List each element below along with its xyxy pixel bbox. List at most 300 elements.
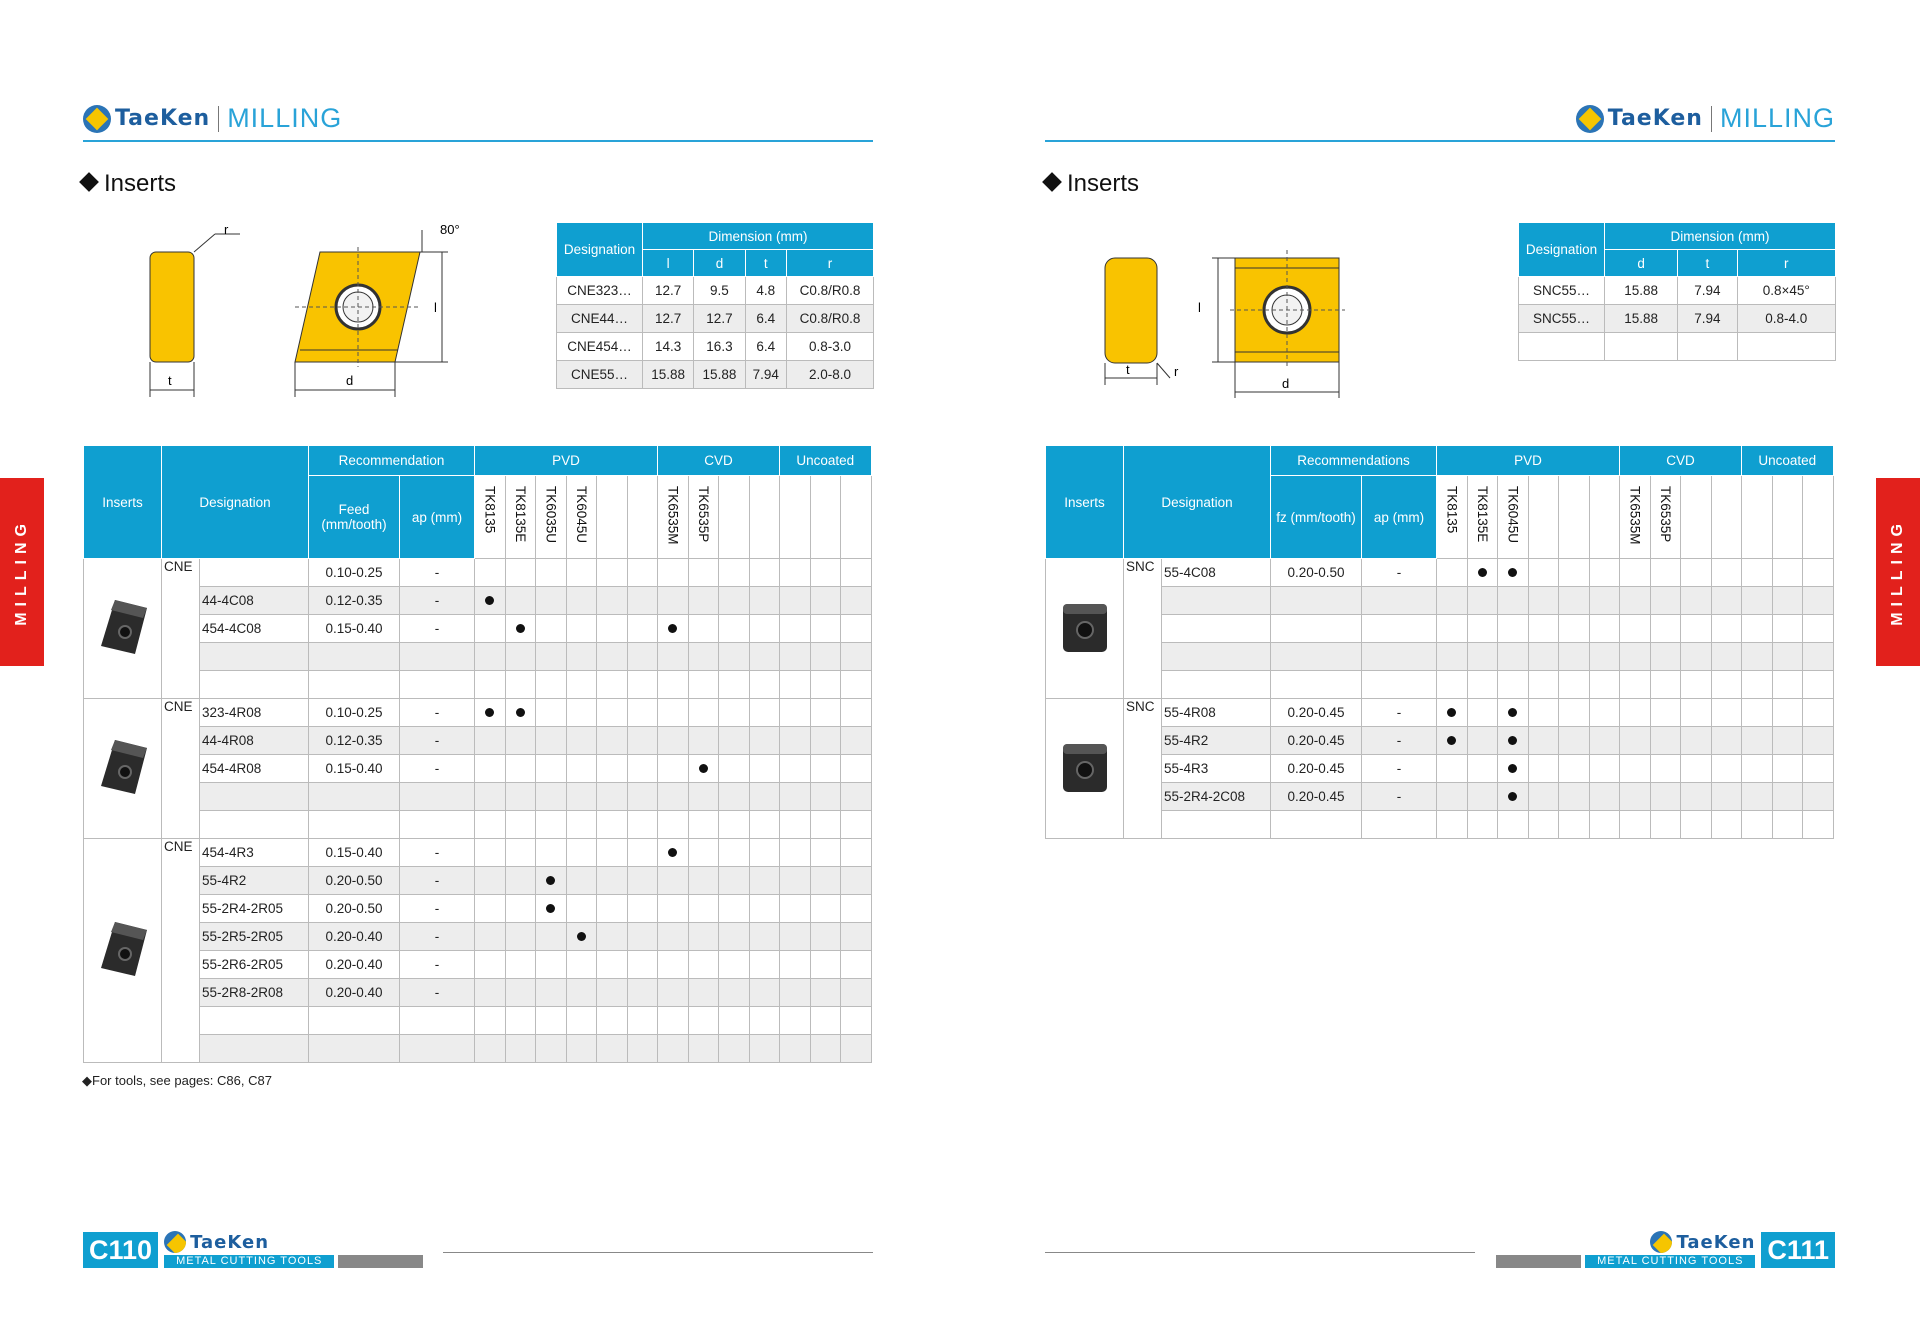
ap-value: - xyxy=(400,615,475,643)
grade-cell xyxy=(719,839,750,867)
dim-cell: 15.88 xyxy=(643,361,694,389)
footer xyxy=(83,1232,423,1268)
grade-cell xyxy=(780,727,811,755)
grade-cell xyxy=(719,867,750,895)
grade-cell xyxy=(688,755,719,783)
insert-photo-icon xyxy=(1057,734,1113,800)
grade-cell xyxy=(688,895,719,923)
grade-cell xyxy=(810,811,841,839)
grade-cell xyxy=(719,951,750,979)
grade-cell xyxy=(841,1007,872,1035)
grade-cell xyxy=(688,671,719,699)
ap-value xyxy=(400,671,475,699)
grade-cell xyxy=(1437,671,1468,699)
grade-cell xyxy=(1803,783,1834,811)
grade-cell xyxy=(688,1035,719,1063)
grade-cell xyxy=(1650,643,1681,671)
grade-cell xyxy=(1620,699,1651,727)
grade-cell xyxy=(1528,755,1559,783)
dim-cell xyxy=(1678,333,1737,361)
grade-cell xyxy=(627,643,658,671)
grade-cell xyxy=(627,811,658,839)
grade-cell xyxy=(627,1035,658,1063)
ap-value: - xyxy=(400,755,475,783)
cvd-header: CVD xyxy=(658,446,780,476)
grade-cell xyxy=(780,699,811,727)
table-row xyxy=(1046,643,1834,671)
grade-cell xyxy=(1681,671,1712,699)
grade-cell xyxy=(475,559,506,587)
grade-cell xyxy=(1498,727,1529,755)
grade-cell xyxy=(536,811,567,839)
grade-cell xyxy=(505,643,536,671)
grade-cell xyxy=(1681,587,1712,615)
grade-header xyxy=(749,476,780,559)
grade-cell xyxy=(1467,559,1498,587)
grade-cell xyxy=(597,839,628,867)
brand-logo-icon xyxy=(164,1231,186,1253)
feed-value: 0.20-0.40 xyxy=(309,951,400,979)
grade-cell xyxy=(1620,615,1651,643)
grade-cell xyxy=(1559,615,1590,643)
grade-cell xyxy=(1437,699,1468,727)
ap-value: - xyxy=(400,559,475,587)
page-number: C110 xyxy=(83,1232,158,1268)
grade-cell xyxy=(536,1035,567,1063)
grade-cell xyxy=(1589,615,1620,643)
ap-value: - xyxy=(400,727,475,755)
grade-cell xyxy=(780,1035,811,1063)
grade-cell xyxy=(658,643,689,671)
feed-value: 0.20-0.40 xyxy=(309,923,400,951)
grade-cell xyxy=(688,559,719,587)
grade-cell xyxy=(658,699,689,727)
diagram-t-label: t xyxy=(1126,362,1130,377)
insert-image xyxy=(84,559,162,699)
table-row xyxy=(84,783,872,811)
grade-cell xyxy=(780,895,811,923)
feed-value: 0.10-0.25 xyxy=(309,699,400,727)
dim-cell xyxy=(1605,333,1678,361)
diagram-d-label: d xyxy=(346,373,354,388)
recommended-dot-icon xyxy=(1447,736,1456,745)
dim-cell: 7.94 xyxy=(745,361,786,389)
page-header xyxy=(1045,100,1835,142)
grade-cell xyxy=(1589,559,1620,587)
feed-value: 0.15-0.40 xyxy=(309,755,400,783)
grade-cell xyxy=(841,671,872,699)
grade-cell xyxy=(841,699,872,727)
ap-value xyxy=(400,1035,475,1063)
dim-cell: 15.88 xyxy=(694,361,745,389)
grade-cell xyxy=(1528,727,1559,755)
grade-cell xyxy=(475,811,506,839)
recommendation-header: Recommendation xyxy=(309,446,475,476)
grade-cell xyxy=(597,671,628,699)
grade-cell xyxy=(658,671,689,699)
grade-cell xyxy=(475,587,506,615)
grade-cell xyxy=(475,979,506,1007)
ap-header: ap (mm) xyxy=(400,476,475,559)
grade-cell xyxy=(1742,811,1773,839)
grade-cell xyxy=(566,755,597,783)
grade-cell xyxy=(719,559,750,587)
grade-cell xyxy=(719,727,750,755)
table-row xyxy=(84,895,872,923)
designation-prefix: CNE xyxy=(162,559,200,699)
grade-cell xyxy=(597,923,628,951)
dim-cell: 4.8 xyxy=(745,277,786,305)
grade-cell xyxy=(1559,559,1590,587)
dim-cell: 12.7 xyxy=(694,305,745,333)
section-title: Inserts xyxy=(1045,170,1139,198)
designation-code: 55-2R4-2R05 xyxy=(200,895,309,923)
feed-value: 0.20-0.50 xyxy=(1271,559,1362,587)
grade-header: TK6535M xyxy=(658,476,689,559)
ap-value xyxy=(1362,671,1437,699)
recommended-dot-icon xyxy=(1508,792,1517,801)
grade-cell xyxy=(688,923,719,951)
grade-cell xyxy=(505,979,536,1007)
grade-cell xyxy=(1559,783,1590,811)
grade-cell xyxy=(627,615,658,643)
grade-cell xyxy=(780,783,811,811)
dim-col-header: t xyxy=(745,250,786,277)
designation-code: 454-4R3 xyxy=(200,839,309,867)
grade-cell xyxy=(566,951,597,979)
right-page xyxy=(960,0,1920,1336)
table-row xyxy=(1046,755,1834,783)
grade-cell xyxy=(627,979,658,1007)
grade-cell xyxy=(1620,811,1651,839)
grade-cell xyxy=(1589,587,1620,615)
grade-cell xyxy=(658,727,689,755)
grade-header: TK8135E xyxy=(1467,476,1498,559)
grade-cell xyxy=(810,1035,841,1063)
grade-cell xyxy=(1742,727,1773,755)
recommended-dot-icon xyxy=(668,624,677,633)
grade-cell xyxy=(1528,783,1559,811)
grade-cell xyxy=(841,895,872,923)
diagram-l-label: l xyxy=(434,300,437,315)
dim-dimension-header: Dimension (mm) xyxy=(643,223,874,250)
designation-prefix: SNC xyxy=(1124,559,1162,699)
designation-code xyxy=(200,811,309,839)
grade-cell xyxy=(841,559,872,587)
grade-cell xyxy=(1437,587,1468,615)
grade-cell xyxy=(1711,615,1742,643)
grade-cell xyxy=(1437,755,1468,783)
designation-code xyxy=(1162,643,1271,671)
designation-code: 323-4R08 xyxy=(200,699,309,727)
dim-cell: 14.3 xyxy=(643,333,694,361)
insert-photo-icon xyxy=(93,592,153,662)
ap-value xyxy=(400,1007,475,1035)
dim-col-header: r xyxy=(1737,250,1836,277)
grade-cell xyxy=(1650,755,1681,783)
table-row xyxy=(1046,699,1834,727)
designation-code: 55-4C08 xyxy=(1162,559,1271,587)
dim-col-header: l xyxy=(643,250,694,277)
grade-cell xyxy=(505,839,536,867)
grade-cell xyxy=(749,643,780,671)
grade-cell xyxy=(749,587,780,615)
grade-cell xyxy=(1437,811,1468,839)
grade-cell xyxy=(1498,615,1529,643)
grade-cell xyxy=(1711,727,1742,755)
dim-cell xyxy=(1737,333,1836,361)
dim-cell: SNC55… xyxy=(1519,277,1605,305)
grade-cell xyxy=(810,559,841,587)
grade-cell xyxy=(658,559,689,587)
grade-cell xyxy=(1620,559,1651,587)
grade-header: TK6045U xyxy=(1498,476,1529,559)
grade-cell xyxy=(566,923,597,951)
grade-cell xyxy=(475,727,506,755)
grade-cell xyxy=(536,755,567,783)
designation-code xyxy=(200,1035,309,1063)
grade-cell xyxy=(1772,699,1803,727)
grade-cell xyxy=(780,671,811,699)
grade-cell xyxy=(475,783,506,811)
grade-cell xyxy=(505,587,536,615)
grade-cell xyxy=(810,615,841,643)
grade-cell xyxy=(658,923,689,951)
feed-value: 0.12-0.35 xyxy=(309,727,400,755)
grade-cell xyxy=(536,895,567,923)
grade-cell xyxy=(719,643,750,671)
grade-header: TK6535P xyxy=(688,476,719,559)
grade-cell xyxy=(810,839,841,867)
grade-cell xyxy=(810,783,841,811)
grade-cell xyxy=(1589,699,1620,727)
grade-cell xyxy=(475,923,506,951)
grade-cell xyxy=(688,951,719,979)
designation-prefix: CNE xyxy=(162,699,200,839)
designation-code: 55-4R2 xyxy=(1162,727,1271,755)
grade-cell xyxy=(597,811,628,839)
grade-cell xyxy=(749,923,780,951)
grade-cell xyxy=(1803,671,1834,699)
grade-header: TK8135 xyxy=(475,476,506,559)
grade-cell xyxy=(688,699,719,727)
grade-cell xyxy=(1650,783,1681,811)
pvd-header: PVD xyxy=(1437,446,1620,476)
recommended-dot-icon xyxy=(1478,568,1487,577)
grade-header: TK8135E xyxy=(505,476,536,559)
grade-cell xyxy=(780,755,811,783)
grade-cell xyxy=(1589,755,1620,783)
table-row xyxy=(84,755,872,783)
feed-value xyxy=(1271,615,1362,643)
grade-cell xyxy=(627,727,658,755)
grade-cell xyxy=(536,615,567,643)
grade-cell xyxy=(597,867,628,895)
header-title: MILLING xyxy=(1719,103,1835,133)
grade-cell xyxy=(475,615,506,643)
grade-cell xyxy=(566,1007,597,1035)
grade-cell xyxy=(1711,587,1742,615)
grade-cell xyxy=(841,839,872,867)
grade-cell xyxy=(536,923,567,951)
table-row xyxy=(84,643,872,671)
side-tab: MILLING xyxy=(0,478,44,666)
ap-value: - xyxy=(1362,559,1437,587)
grade-cell xyxy=(597,615,628,643)
feed-value xyxy=(309,1007,400,1035)
grade-cell xyxy=(1498,699,1529,727)
grade-cell xyxy=(841,951,872,979)
grade-cell xyxy=(566,727,597,755)
grade-cell xyxy=(1498,811,1529,839)
insert-diagram xyxy=(1090,250,1380,400)
grade-cell xyxy=(627,755,658,783)
grade-header xyxy=(1681,476,1712,559)
grade-cell xyxy=(1681,699,1712,727)
grade-cell xyxy=(1681,811,1712,839)
designation-code xyxy=(1162,587,1271,615)
grade-cell xyxy=(1772,755,1803,783)
designation-code xyxy=(200,1007,309,1035)
grade-cell xyxy=(841,979,872,1007)
grade-cell xyxy=(536,867,567,895)
grade-cell xyxy=(475,671,506,699)
grade-cell xyxy=(1589,811,1620,839)
grade-cell xyxy=(658,1035,689,1063)
dim-cell: 6.4 xyxy=(745,305,786,333)
dim-dimension-header: Dimension (mm) xyxy=(1605,223,1836,250)
grade-cell xyxy=(536,951,567,979)
grade-cell xyxy=(780,1007,811,1035)
feed-value: 0.20-0.50 xyxy=(309,867,400,895)
grade-cell xyxy=(505,755,536,783)
designation-code: 44-4R08 xyxy=(200,727,309,755)
grade-cell xyxy=(1650,587,1681,615)
table-row xyxy=(84,671,872,699)
dim-cell: 7.94 xyxy=(1678,305,1737,333)
diagram-r-label: r xyxy=(1174,364,1179,379)
feed-value xyxy=(309,811,400,839)
grade-cell xyxy=(688,643,719,671)
grade-cell xyxy=(566,867,597,895)
grade-cell xyxy=(1498,559,1529,587)
grade-header xyxy=(1528,476,1559,559)
recommended-dot-icon xyxy=(546,876,555,885)
grade-cell xyxy=(1803,615,1834,643)
grade-cell xyxy=(505,895,536,923)
grade-cell xyxy=(1681,559,1712,587)
dimension-table xyxy=(1518,222,1836,361)
grade-cell xyxy=(1650,671,1681,699)
recommended-dot-icon xyxy=(485,596,494,605)
grade-cell xyxy=(597,643,628,671)
grade-cell xyxy=(536,643,567,671)
grade-cell xyxy=(1498,671,1529,699)
recommendation-header: Recommendations xyxy=(1271,446,1437,476)
grade-cell xyxy=(1742,615,1773,643)
table-row xyxy=(84,951,872,979)
grade-cell xyxy=(1559,587,1590,615)
grade-cell xyxy=(566,615,597,643)
grade-cell xyxy=(627,1007,658,1035)
table-row xyxy=(1519,333,1836,361)
grade-cell xyxy=(1772,671,1803,699)
insert-photo-icon xyxy=(93,914,153,984)
grade-cell xyxy=(719,755,750,783)
grade-cell xyxy=(810,755,841,783)
grade-cell xyxy=(719,783,750,811)
ap-value: - xyxy=(1362,727,1437,755)
grade-cell xyxy=(597,559,628,587)
dim-cell: C0.8/R0.8 xyxy=(786,277,873,305)
inserts-header: Inserts xyxy=(84,446,162,559)
grade-cell xyxy=(688,1007,719,1035)
grade-cell xyxy=(505,559,536,587)
header-logo xyxy=(1576,103,1835,134)
insert-photo-icon xyxy=(93,732,153,802)
ap-value: - xyxy=(400,923,475,951)
grade-cell xyxy=(810,643,841,671)
dim-cell: CNE323… xyxy=(557,277,643,305)
grade-cell xyxy=(1467,643,1498,671)
feed-value xyxy=(1271,811,1362,839)
grade-cell xyxy=(810,671,841,699)
ap-value: - xyxy=(400,699,475,727)
ap-value: - xyxy=(1362,755,1437,783)
recommended-dot-icon xyxy=(516,624,525,633)
side-tab: MILLING xyxy=(1876,478,1920,666)
grade-cell xyxy=(536,783,567,811)
grade-cell xyxy=(749,699,780,727)
insert-diagram xyxy=(140,222,470,402)
grade-cell xyxy=(841,867,872,895)
table-row xyxy=(84,587,872,615)
dim-cell xyxy=(1519,333,1605,361)
grade-cell xyxy=(475,1035,506,1063)
ap-value xyxy=(1362,643,1437,671)
grade-cell xyxy=(749,895,780,923)
brand-logo-icon xyxy=(83,105,111,133)
grade-cell xyxy=(475,699,506,727)
ap-value: - xyxy=(400,867,475,895)
grade-cell xyxy=(1528,699,1559,727)
footer-logo: TaeKen xyxy=(1650,1231,1755,1253)
designation-code: 55-2R4-2C08 xyxy=(1162,783,1271,811)
grade-cell xyxy=(505,923,536,951)
ap-value: - xyxy=(400,839,475,867)
grade-cell xyxy=(1742,755,1773,783)
grade-cell xyxy=(1437,783,1468,811)
grade-cell xyxy=(1681,783,1712,811)
grade-cell xyxy=(1711,643,1742,671)
grade-header xyxy=(841,476,872,559)
recommended-dot-icon xyxy=(1508,568,1517,577)
grade-cell xyxy=(1772,615,1803,643)
grade-cell xyxy=(1498,783,1529,811)
grade-cell xyxy=(658,895,689,923)
table-row xyxy=(1046,587,1834,615)
grade-cell xyxy=(780,979,811,1007)
grade-cell xyxy=(780,923,811,951)
grade-cell xyxy=(627,839,658,867)
grade-cell xyxy=(1742,587,1773,615)
insert-image xyxy=(84,839,162,1063)
grade-cell xyxy=(1742,699,1773,727)
grade-cell xyxy=(1681,643,1712,671)
grade-cell xyxy=(1437,615,1468,643)
designation-code xyxy=(1162,615,1271,643)
grade-cell xyxy=(627,699,658,727)
